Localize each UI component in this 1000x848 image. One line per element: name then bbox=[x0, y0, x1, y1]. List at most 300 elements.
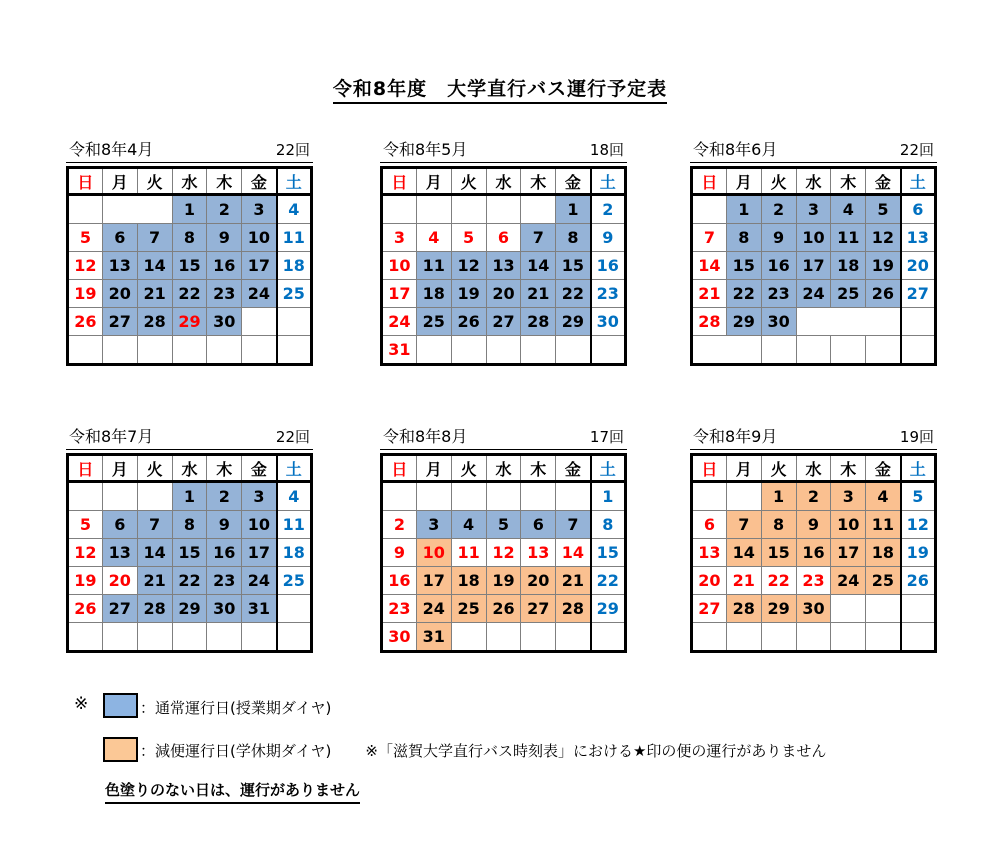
empty-cell bbox=[556, 623, 591, 652]
day-cell: 18 bbox=[277, 252, 312, 280]
empty-cell bbox=[831, 623, 866, 652]
legend-reduced-swatch bbox=[103, 737, 138, 762]
legend-reduced-line bbox=[140, 740, 826, 761]
day-cell: 23 bbox=[207, 567, 242, 595]
day-cell: 17 bbox=[242, 539, 277, 567]
calendar-trip-count: 22回 bbox=[899, 141, 934, 159]
day-cell: 25 bbox=[277, 280, 312, 308]
calendar-table bbox=[66, 453, 313, 653]
empty-cell bbox=[556, 482, 591, 511]
day-cell: 26 bbox=[866, 280, 901, 308]
empty-cell bbox=[591, 623, 626, 652]
weekday-header: 木 bbox=[207, 455, 242, 482]
day-cell: 17 bbox=[382, 280, 417, 308]
empty-cell bbox=[451, 482, 486, 511]
day-cell: 22 bbox=[726, 280, 761, 308]
day-cell: 7 bbox=[726, 511, 761, 539]
day-cell: 13 bbox=[102, 539, 137, 567]
day-cell: 19 bbox=[866, 252, 901, 280]
weekday-header: 水 bbox=[172, 168, 207, 195]
day-cell: 21 bbox=[137, 280, 172, 308]
empty-cell bbox=[521, 195, 556, 224]
day-cell: 27 bbox=[901, 280, 936, 308]
empty-cell bbox=[556, 336, 591, 365]
day-cell: 20 bbox=[486, 280, 521, 308]
empty-cell bbox=[796, 623, 831, 652]
day-cell: 1 bbox=[761, 482, 796, 511]
weekday-header: 火 bbox=[761, 168, 796, 195]
day-cell: 21 bbox=[556, 567, 591, 595]
day-cell: 8 bbox=[556, 224, 591, 252]
day-cell: 7 bbox=[137, 224, 172, 252]
day-cell: 21 bbox=[521, 280, 556, 308]
day-cell: 12 bbox=[68, 539, 103, 567]
day-cell: 13 bbox=[486, 252, 521, 280]
empty-cell bbox=[242, 336, 277, 365]
empty-cell bbox=[416, 195, 451, 224]
day-cell: 15 bbox=[726, 252, 761, 280]
day-cell: 23 bbox=[207, 280, 242, 308]
day-cell: 30 bbox=[207, 595, 242, 623]
weekday-header: 金 bbox=[242, 168, 277, 195]
calendar-month-title: 令和8年7月 bbox=[69, 427, 154, 446]
day-cell: 13 bbox=[521, 539, 556, 567]
calendar-header bbox=[690, 427, 937, 450]
calendar-table bbox=[690, 166, 937, 366]
legend-reduced-note: ※「滋賀大学直行バス時刻表」における★印の便の運行がありません bbox=[365, 742, 827, 760]
day-cell: 29 bbox=[591, 595, 626, 623]
day-cell: 26 bbox=[451, 308, 486, 336]
day-cell: 8 bbox=[172, 511, 207, 539]
day-cell: 17 bbox=[831, 539, 866, 567]
day-cell: 15 bbox=[591, 539, 626, 567]
calendar-month-title: 令和8年8月 bbox=[383, 427, 468, 446]
empty-cell bbox=[486, 623, 521, 652]
calendar-month-title: 令和8年5月 bbox=[383, 140, 468, 159]
empty-cell bbox=[68, 195, 103, 224]
empty-cell bbox=[521, 482, 556, 511]
day-cell: 10 bbox=[796, 224, 831, 252]
day-cell: 26 bbox=[486, 595, 521, 623]
day-cell: 7 bbox=[556, 511, 591, 539]
day-cell: 9 bbox=[207, 511, 242, 539]
calendar-august bbox=[380, 427, 627, 653]
day-cell: 27 bbox=[102, 595, 137, 623]
day-cell: 3 bbox=[242, 482, 277, 511]
day-cell: 4 bbox=[451, 511, 486, 539]
empty-cell bbox=[692, 482, 727, 511]
calendar-trip-count: 19回 bbox=[899, 428, 934, 446]
empty-cell bbox=[901, 595, 936, 623]
empty-cell bbox=[866, 623, 901, 652]
weekday-header: 月 bbox=[726, 455, 761, 482]
day-cell: 2 bbox=[591, 195, 626, 224]
empty-cell bbox=[796, 336, 831, 365]
day-cell: 7 bbox=[692, 224, 727, 252]
day-cell: 3 bbox=[242, 195, 277, 224]
calendar-trip-count: 22回 bbox=[275, 428, 310, 446]
day-cell: 4 bbox=[277, 195, 312, 224]
day-cell: 3 bbox=[796, 195, 831, 224]
day-cell: 16 bbox=[207, 252, 242, 280]
day-cell: 13 bbox=[901, 224, 936, 252]
day-cell: 22 bbox=[172, 280, 207, 308]
day-cell: 12 bbox=[901, 511, 936, 539]
day-cell: 16 bbox=[796, 539, 831, 567]
weekday-header: 金 bbox=[556, 168, 591, 195]
empty-cell bbox=[382, 482, 417, 511]
empty-cell bbox=[591, 336, 626, 365]
empty-cell bbox=[486, 482, 521, 511]
day-cell: 29 bbox=[556, 308, 591, 336]
empty-cell bbox=[137, 482, 172, 511]
weekday-header: 火 bbox=[137, 168, 172, 195]
day-cell: 24 bbox=[382, 308, 417, 336]
empty-cell bbox=[102, 195, 172, 224]
day-cell: 22 bbox=[556, 280, 591, 308]
weekday-header: 火 bbox=[137, 455, 172, 482]
weekday-header: 土 bbox=[277, 168, 312, 195]
weekday-header: 火 bbox=[761, 455, 796, 482]
day-cell: 12 bbox=[486, 539, 521, 567]
day-cell: 14 bbox=[692, 252, 727, 280]
weekday-header: 土 bbox=[591, 168, 626, 195]
day-cell: 10 bbox=[242, 224, 277, 252]
empty-cell bbox=[172, 336, 207, 365]
page-title bbox=[0, 74, 1000, 104]
empty-cell bbox=[137, 336, 172, 365]
weekday-header: 金 bbox=[866, 455, 901, 482]
day-cell: 11 bbox=[866, 511, 901, 539]
weekday-header: 日 bbox=[692, 455, 727, 482]
day-cell: 28 bbox=[137, 595, 172, 623]
empty-cell bbox=[416, 482, 451, 511]
day-cell: 8 bbox=[726, 224, 761, 252]
empty-cell bbox=[726, 482, 761, 511]
empty-cell bbox=[242, 308, 277, 336]
day-cell: 22 bbox=[761, 567, 796, 595]
empty-cell bbox=[692, 336, 762, 365]
day-cell: 27 bbox=[692, 595, 727, 623]
day-cell: 29 bbox=[726, 308, 761, 336]
legend-normal-swatch bbox=[103, 693, 138, 718]
calendar-header bbox=[380, 427, 627, 450]
empty-cell bbox=[486, 336, 521, 365]
day-cell: 23 bbox=[591, 280, 626, 308]
day-cell: 16 bbox=[761, 252, 796, 280]
day-cell: 6 bbox=[521, 511, 556, 539]
weekday-header: 土 bbox=[901, 168, 936, 195]
day-cell: 30 bbox=[591, 308, 626, 336]
day-cell: 4 bbox=[416, 224, 451, 252]
day-cell: 28 bbox=[137, 308, 172, 336]
day-cell: 7 bbox=[521, 224, 556, 252]
empty-cell bbox=[102, 623, 137, 652]
weekday-header: 日 bbox=[692, 168, 727, 195]
empty-cell bbox=[102, 336, 137, 365]
day-cell: 6 bbox=[901, 195, 936, 224]
weekday-header: 水 bbox=[796, 455, 831, 482]
empty-cell bbox=[172, 623, 207, 652]
day-cell: 11 bbox=[831, 224, 866, 252]
weekday-header: 月 bbox=[102, 168, 137, 195]
day-cell: 31 bbox=[416, 623, 451, 652]
day-cell: 1 bbox=[172, 482, 207, 511]
day-cell: 27 bbox=[486, 308, 521, 336]
day-cell: 19 bbox=[486, 567, 521, 595]
day-cell: 6 bbox=[486, 224, 521, 252]
day-cell: 26 bbox=[901, 567, 936, 595]
day-cell: 28 bbox=[556, 595, 591, 623]
day-cell: 25 bbox=[866, 567, 901, 595]
empty-cell bbox=[866, 336, 901, 365]
weekday-header: 土 bbox=[901, 455, 936, 482]
day-cell: 25 bbox=[277, 567, 312, 595]
day-cell: 18 bbox=[831, 252, 866, 280]
day-cell: 9 bbox=[207, 224, 242, 252]
day-cell: 7 bbox=[137, 511, 172, 539]
day-cell: 15 bbox=[172, 252, 207, 280]
day-cell: 9 bbox=[382, 539, 417, 567]
day-cell: 24 bbox=[242, 567, 277, 595]
day-cell: 27 bbox=[521, 595, 556, 623]
day-cell: 17 bbox=[796, 252, 831, 280]
day-cell: 22 bbox=[591, 567, 626, 595]
weekday-header: 月 bbox=[416, 168, 451, 195]
day-cell: 19 bbox=[901, 539, 936, 567]
day-cell: 25 bbox=[451, 595, 486, 623]
day-cell: 8 bbox=[172, 224, 207, 252]
day-cell: 31 bbox=[382, 336, 417, 365]
day-cell: 28 bbox=[692, 308, 727, 336]
empty-cell bbox=[207, 336, 242, 365]
empty-cell bbox=[382, 195, 417, 224]
empty-cell bbox=[726, 623, 761, 652]
calendar-trip-count: 18回 bbox=[589, 141, 624, 159]
day-cell: 16 bbox=[207, 539, 242, 567]
day-cell: 24 bbox=[242, 280, 277, 308]
day-cell: 17 bbox=[416, 567, 451, 595]
day-cell: 5 bbox=[866, 195, 901, 224]
empty-cell bbox=[68, 336, 103, 365]
empty-cell bbox=[451, 336, 486, 365]
day-cell: 21 bbox=[692, 280, 727, 308]
empty-cell bbox=[692, 623, 727, 652]
day-cell: 24 bbox=[416, 595, 451, 623]
day-cell: 25 bbox=[416, 308, 451, 336]
empty-cell bbox=[102, 482, 137, 511]
calendar-table bbox=[690, 453, 937, 653]
legend-note-mark: ※ bbox=[74, 694, 89, 714]
weekday-header: 木 bbox=[207, 168, 242, 195]
empty-cell bbox=[416, 336, 451, 365]
day-cell: 14 bbox=[137, 539, 172, 567]
weekday-header: 土 bbox=[277, 455, 312, 482]
empty-cell bbox=[692, 195, 727, 224]
day-cell: 29 bbox=[172, 595, 207, 623]
day-cell: 2 bbox=[207, 482, 242, 511]
day-cell: 29 bbox=[172, 308, 207, 336]
calendar-table bbox=[66, 166, 313, 366]
day-cell: 17 bbox=[242, 252, 277, 280]
weekday-header: 木 bbox=[521, 168, 556, 195]
day-cell: 2 bbox=[207, 195, 242, 224]
day-cell: 20 bbox=[102, 567, 137, 595]
day-cell: 14 bbox=[521, 252, 556, 280]
day-cell: 18 bbox=[416, 280, 451, 308]
weekday-header: 金 bbox=[556, 455, 591, 482]
day-cell: 19 bbox=[451, 280, 486, 308]
weekday-header: 月 bbox=[102, 455, 137, 482]
day-cell: 1 bbox=[172, 195, 207, 224]
empty-cell bbox=[831, 595, 866, 623]
empty-cell bbox=[901, 623, 936, 652]
day-cell: 12 bbox=[866, 224, 901, 252]
calendar-month-title: 令和8年9月 bbox=[693, 427, 778, 446]
day-cell: 9 bbox=[796, 511, 831, 539]
empty-cell bbox=[761, 336, 796, 365]
day-cell: 13 bbox=[692, 539, 727, 567]
day-cell: 11 bbox=[277, 224, 312, 252]
empty-cell bbox=[796, 308, 901, 336]
day-cell: 11 bbox=[277, 511, 312, 539]
day-cell: 5 bbox=[901, 482, 936, 511]
calendar-july bbox=[66, 427, 313, 653]
no-service-note: 色塗りのない日は、運行がありません bbox=[105, 779, 360, 804]
day-cell: 4 bbox=[831, 195, 866, 224]
weekday-header: 水 bbox=[796, 168, 831, 195]
day-cell: 1 bbox=[591, 482, 626, 511]
empty-cell bbox=[207, 623, 242, 652]
empty-cell bbox=[137, 623, 172, 652]
day-cell: 2 bbox=[761, 195, 796, 224]
weekday-header: 火 bbox=[451, 168, 486, 195]
page-title-text: 令和8年度 大学直行バス運行予定表 bbox=[333, 74, 667, 104]
weekday-header: 木 bbox=[831, 455, 866, 482]
day-cell: 30 bbox=[761, 308, 796, 336]
day-cell: 11 bbox=[451, 539, 486, 567]
empty-cell bbox=[451, 195, 486, 224]
day-cell: 16 bbox=[591, 252, 626, 280]
day-cell: 29 bbox=[761, 595, 796, 623]
day-cell: 22 bbox=[172, 567, 207, 595]
empty-cell bbox=[68, 482, 103, 511]
weekday-header: 日 bbox=[68, 168, 103, 195]
empty-cell bbox=[866, 595, 901, 623]
day-cell: 28 bbox=[726, 595, 761, 623]
weekday-header: 水 bbox=[486, 455, 521, 482]
day-cell: 18 bbox=[866, 539, 901, 567]
day-cell: 24 bbox=[831, 567, 866, 595]
empty-cell bbox=[521, 336, 556, 365]
empty-cell bbox=[277, 336, 312, 365]
weekday-header: 金 bbox=[866, 168, 901, 195]
calendar-september bbox=[690, 427, 937, 653]
day-cell: 16 bbox=[382, 567, 417, 595]
day-cell: 10 bbox=[382, 252, 417, 280]
day-cell: 26 bbox=[68, 595, 103, 623]
weekday-header: 火 bbox=[451, 455, 486, 482]
day-cell: 5 bbox=[486, 511, 521, 539]
day-cell: 5 bbox=[451, 224, 486, 252]
legend-reduced-label: ：減便運行日(学休期ダイヤ) bbox=[140, 742, 332, 760]
day-cell: 5 bbox=[68, 511, 103, 539]
calendar-header bbox=[66, 427, 313, 450]
weekday-header: 月 bbox=[726, 168, 761, 195]
day-cell: 4 bbox=[277, 482, 312, 511]
empty-cell bbox=[242, 623, 277, 652]
weekday-header: 月 bbox=[416, 455, 451, 482]
day-cell: 10 bbox=[416, 539, 451, 567]
empty-cell bbox=[486, 195, 521, 224]
day-cell: 2 bbox=[382, 511, 417, 539]
empty-cell bbox=[277, 595, 312, 623]
legend-normal-line bbox=[140, 697, 331, 718]
day-cell: 23 bbox=[796, 567, 831, 595]
day-cell: 15 bbox=[761, 539, 796, 567]
day-cell: 2 bbox=[796, 482, 831, 511]
day-cell: 26 bbox=[68, 308, 103, 336]
empty-cell bbox=[277, 308, 312, 336]
calendar-april bbox=[66, 140, 313, 366]
day-cell: 3 bbox=[416, 511, 451, 539]
day-cell: 14 bbox=[137, 252, 172, 280]
calendar-table bbox=[380, 453, 627, 653]
empty-cell bbox=[761, 623, 796, 652]
day-cell: 1 bbox=[556, 195, 591, 224]
day-cell: 20 bbox=[521, 567, 556, 595]
day-cell: 15 bbox=[556, 252, 591, 280]
day-cell: 28 bbox=[521, 308, 556, 336]
calendar-june bbox=[690, 140, 937, 366]
day-cell: 10 bbox=[242, 511, 277, 539]
weekday-header: 水 bbox=[486, 168, 521, 195]
calendar-header bbox=[66, 140, 313, 163]
day-cell: 6 bbox=[692, 511, 727, 539]
day-cell: 3 bbox=[382, 224, 417, 252]
day-cell: 20 bbox=[692, 567, 727, 595]
day-cell: 13 bbox=[102, 252, 137, 280]
day-cell: 30 bbox=[207, 308, 242, 336]
weekday-header: 木 bbox=[831, 168, 866, 195]
day-cell: 27 bbox=[102, 308, 137, 336]
day-cell: 3 bbox=[831, 482, 866, 511]
day-cell: 4 bbox=[866, 482, 901, 511]
empty-cell bbox=[521, 623, 556, 652]
day-cell: 5 bbox=[68, 224, 103, 252]
empty-cell bbox=[901, 336, 936, 365]
day-cell: 10 bbox=[831, 511, 866, 539]
day-cell: 12 bbox=[68, 252, 103, 280]
calendar-may bbox=[380, 140, 627, 366]
weekday-header: 日 bbox=[382, 455, 417, 482]
calendar-trip-count: 17回 bbox=[589, 428, 624, 446]
day-cell: 31 bbox=[242, 595, 277, 623]
day-cell: 20 bbox=[102, 280, 137, 308]
day-cell: 9 bbox=[591, 224, 626, 252]
weekday-header: 土 bbox=[591, 455, 626, 482]
weekday-header: 日 bbox=[68, 455, 103, 482]
day-cell: 30 bbox=[382, 623, 417, 652]
legend-normal-label: ：通常運行日(授業期ダイヤ) bbox=[140, 699, 332, 717]
day-cell: 6 bbox=[102, 224, 137, 252]
day-cell: 1 bbox=[726, 195, 761, 224]
day-cell: 14 bbox=[726, 539, 761, 567]
day-cell: 11 bbox=[416, 252, 451, 280]
day-cell: 21 bbox=[726, 567, 761, 595]
day-cell: 18 bbox=[277, 539, 312, 567]
empty-cell bbox=[901, 308, 936, 336]
